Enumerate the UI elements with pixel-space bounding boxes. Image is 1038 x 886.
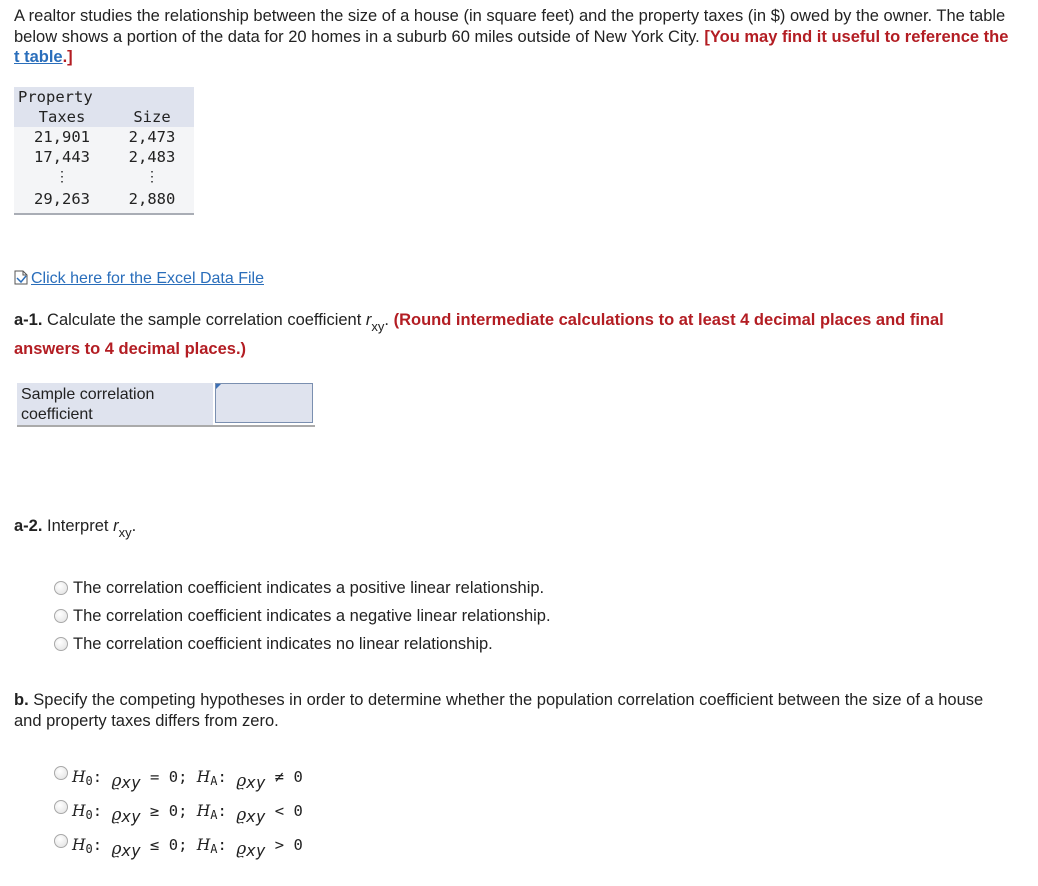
- a1-text: Calculate the sample correlation coefficient: [47, 311, 362, 329]
- question-b: [14, 690, 1014, 731]
- b-option-right-tailed[interactable]: [54, 836, 303, 870]
- table-cell: 29,263: [34, 190, 90, 208]
- intro-hint-post: .]: [62, 48, 73, 66]
- hypothesis-text: H0: ϱxy ≤ 0; HA: ϱxy > 0: [72, 836, 303, 860]
- radio-button[interactable]: [54, 834, 68, 848]
- question-a2: a-2. Interpret $r_{xy}$.: [14, 517, 137, 540]
- a2-option-positive[interactable]: The correlation coefficient indicates a positive linear relationship.: [54, 574, 551, 602]
- a2-option-negative[interactable]: The correlation coefficient indicates a negative linear relationship.: [54, 602, 551, 630]
- hypothesis-text: H0: ϱxy = 0; HA: ϱxy ≠ 0: [72, 768, 303, 792]
- table-header-taxes: Taxes: [38, 108, 86, 126]
- a1-instruction: (Round intermediate calculations to at least 4 decimal places and final answers to 4 decimal places.): [14, 311, 944, 358]
- rxy-symbol: $r_{xy}$: [365, 311, 385, 334]
- intro-text: A realtor studies the relationship between the size of a house (in square feet) and the property taxes (in $) owed by the owner. The table below shows a portion of the data for 20 homes in a suburb 60 miles outside of New York City.: [14, 7, 1006, 46]
- b-option-left-tailed[interactable]: [54, 802, 303, 836]
- a2-text: Interpret: [47, 517, 109, 535]
- b-option-two-tailed[interactable]: [54, 768, 303, 802]
- table-header-property: Property: [18, 88, 93, 106]
- problem-intro: [14, 6, 1014, 68]
- excel-data-link[interactable]: Click here for the Excel Data File: [31, 270, 264, 287]
- table-cell: 17,443: [34, 148, 90, 166]
- rxy-symbol: $r_{xy}$: [113, 517, 132, 540]
- question-a1: a-1. Calculate the sample correlation coefficient $r_{xy}$. (Round intermediate calculations to at least 4 decimal places and final answers to 4 decimal places.): [14, 311, 944, 358]
- radio-button[interactable]: [54, 766, 68, 780]
- radio-button[interactable]: [54, 637, 68, 651]
- table-ellipsis: ⋮: [145, 169, 159, 185]
- radio-button[interactable]: [54, 800, 68, 814]
- b-label: b.: [14, 691, 29, 709]
- b-text: Specify the competing hypotheses in order to determine whether the population correlation coefficient between the size of a house and property taxes differs from zero.: [14, 691, 984, 730]
- table-row: [14, 187, 194, 213]
- data-table: [14, 87, 194, 215]
- radio-button[interactable]: [54, 609, 68, 623]
- hypothesis-text: H0: ϱxy ≥ 0; HA: ϱxy < 0: [72, 802, 303, 826]
- answer-row: [17, 383, 315, 427]
- a2-option-none[interactable]: The correlation coefficient indicates no linear relationship.: [54, 630, 551, 658]
- document-icon: [14, 270, 28, 285]
- radio-button[interactable]: [54, 581, 68, 595]
- correlation-answer-input[interactable]: [215, 383, 313, 423]
- table-row: [14, 127, 194, 147]
- table-ellipsis-row: [14, 167, 194, 187]
- table-ellipsis: ⋮: [55, 169, 69, 185]
- table-cell: 21,901: [34, 128, 90, 146]
- table-header-size: Size: [133, 108, 171, 126]
- table-cell: 2,473: [128, 128, 176, 146]
- answer-label: Sample correlation coefficient: [17, 383, 213, 425]
- input-corner-marker: [216, 384, 221, 389]
- table-cell: 2,483: [128, 148, 176, 166]
- table-row: [14, 147, 194, 167]
- excel-data-link-row[interactable]: [14, 270, 264, 288]
- a2-options: [54, 574, 551, 658]
- t-table-link[interactable]: t table: [14, 48, 63, 66]
- intro-hint-pre: [You may find it useful to reference the: [704, 27, 1009, 46]
- a1-label: a-1.: [14, 311, 43, 329]
- b-options: [54, 768, 303, 870]
- table-cell: 2,880: [128, 190, 176, 208]
- a2-label: a-2.: [14, 517, 43, 535]
